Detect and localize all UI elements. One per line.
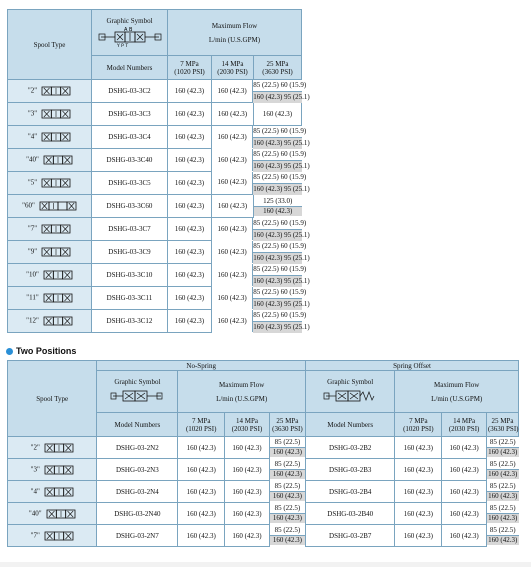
spool-type-label: "60" <box>22 201 35 210</box>
spool-symbol-icon <box>43 316 73 326</box>
model-number-ns-cell: DSHG-03-2N2 <box>97 437 178 459</box>
spool-type-cell <box>8 126 92 149</box>
model-number-so-cell: DSHG-03-2B3 <box>306 459 395 481</box>
flow-7mpa-cell: 160 (42.3) <box>168 172 212 195</box>
table-row <box>8 437 519 459</box>
header-spool-type: Spool Type <box>8 10 92 80</box>
table-row <box>8 103 302 126</box>
spool-type-label: "2" <box>30 443 40 452</box>
flow-14mpa-ns-cell: 160 (42.3) <box>225 503 270 525</box>
model-number-cell: DSHG-03-3C12 <box>92 310 168 333</box>
table-row <box>8 310 302 333</box>
spool-symbol-icon <box>44 487 74 497</box>
flow-split-value: 85 (22.5) 60 (15.9) <box>253 311 307 319</box>
header-model-numbers-ns: Model Numbers <box>97 413 178 437</box>
flow-25mpa-so-cell-value: 85 (22.5) <box>489 438 516 447</box>
flow-14mpa-so-cell: 160 (42.3) <box>442 437 487 459</box>
flow-14-25mpa-cell <box>212 80 310 103</box>
flow-split-value: 160 (42.3) 95 (25.1) <box>253 93 310 101</box>
symbol-port-label-bottom: Y P T <box>116 44 128 49</box>
header-max-flow-ns: Maximum Flow L/min (U.S.GPM) <box>178 371 306 413</box>
header-max-flow-so: Maximum Flow L/min (U.S.GPM) <box>395 371 519 413</box>
table-row <box>8 172 302 195</box>
flow-7mpa-cell: 160 (42.3) <box>168 218 212 241</box>
flow-7mpa-cell: 160 (42.3) <box>168 126 212 149</box>
header-no-spring: No-Spring <box>97 361 306 371</box>
spool-type-label: "2" <box>27 86 38 95</box>
flow-25mpa-cell-value: 125 (33.0) <box>263 196 293 205</box>
flow-14-25mpa-cell <box>212 264 310 287</box>
bullet-icon <box>6 348 13 355</box>
flow-25mpa-so-cell <box>486 503 518 525</box>
spool-type-label: "7" <box>27 224 38 233</box>
spool-type-cell <box>8 287 92 310</box>
spool-type-cell <box>8 525 97 547</box>
flow-14mpa-value: 160 (42.3) <box>212 218 253 240</box>
spool-symbol-icon <box>41 132 71 142</box>
flow-25mpa-so-cell-value: 160 (42.3) <box>488 492 518 500</box>
model-number-so-cell: DSHG-03-2B2 <box>306 437 395 459</box>
model-number-cell: DSHG-03-3C10 <box>92 264 168 287</box>
table-row <box>8 459 519 481</box>
spool-type-cell <box>8 195 92 218</box>
spool-symbol-icon <box>41 178 71 188</box>
spool-type-label: "4" <box>30 487 40 496</box>
flow-14mpa-value: 160 (42.3) <box>212 310 253 332</box>
flow-14mpa-so-cell: 160 (42.3) <box>442 503 487 525</box>
flow-7mpa-cell: 160 (42.3) <box>168 241 212 264</box>
flow-25mpa-ns-cell <box>269 481 305 503</box>
flow-14mpa-value: 160 (42.3) <box>212 287 253 309</box>
flow-split-value: 85 (22.5) 60 (15.9) <box>253 265 307 273</box>
flow-split-value: 85 (22.5) 60 (15.9) <box>253 81 307 89</box>
flow-25mpa-ns-cell-value: 160 (42.3) <box>270 513 305 523</box>
model-number-so-cell: DSHG-03-2B7 <box>306 525 395 547</box>
flow-14mpa-so-cell: 160 (42.3) <box>442 459 487 481</box>
flow-7mpa-cell: 160 (42.3) <box>168 195 212 218</box>
flow-25mpa-so-cell-value: 160 (42.3) <box>488 536 518 544</box>
flow-split-value: 160 (42.3) 95 (25.1) <box>253 231 310 240</box>
flow-25mpa-so-cell-value: 160 (42.3) <box>488 470 518 478</box>
flow-25mpa-so-cell <box>486 437 518 459</box>
model-number-cell: DSHG-03-3C5 <box>92 172 168 195</box>
flow-14mpa-ns-cell: 160 (42.3) <box>225 459 270 481</box>
spool-symbol-icon <box>41 224 71 234</box>
flow-25mpa-ns-cell-value: 85 (22.5) <box>274 460 301 468</box>
spool-type-label: "10" <box>26 270 39 279</box>
flow-25mpa-so-cell-value: 85 (22.5) <box>489 504 516 512</box>
model-number-cell: DSHG-03-3C60 <box>92 195 168 218</box>
flow-25mpa-so-cell-value: 85 (22.5) <box>489 526 516 534</box>
spool-type-cell <box>8 481 97 503</box>
page-footer-strip <box>0 562 531 567</box>
table-row <box>8 503 519 525</box>
model-number-cell: DSHG-03-3C40 <box>92 149 168 172</box>
header-7mpa-so: 7 MPa (1020 PSI) <box>395 413 442 437</box>
symbol-port-label-top: A B <box>123 27 132 33</box>
three-position-spool-table <box>7 9 310 333</box>
flow-25mpa-ns-cell-value: 160 (42.3) <box>270 535 305 545</box>
flow-14-25mpa-cell <box>212 241 310 264</box>
spool-type-cell <box>8 310 92 333</box>
flow-14mpa-ns-cell: 160 (42.3) <box>225 481 270 503</box>
model-number-so-cell: DSHG-03-2B40 <box>306 503 395 525</box>
flow-split-value: 160 (42.3) 95 (25.1) <box>253 300 310 308</box>
flow-14mpa-cell: 160 (42.3) <box>212 195 254 218</box>
table-row <box>8 126 302 149</box>
flow-25mpa-ns-cell-value: 85 (22.5) <box>274 438 301 447</box>
flow-14mpa-cell: 160 (42.3) <box>212 103 254 126</box>
header-7mpa: 7 MPa (1020 PSI) <box>168 56 212 80</box>
flow-25mpa-so-cell-value: 85 (22.5) <box>489 460 516 468</box>
flow-split-value: 85 (22.5) 60 (15.9) <box>253 242 307 250</box>
flow-7mpa-ns-cell: 160 (42.3) <box>178 481 225 503</box>
table-row <box>8 287 302 310</box>
spool-type-label: "3" <box>27 109 38 118</box>
spool-type-label: "40" <box>28 509 42 518</box>
spool-type-label: "9" <box>27 247 38 256</box>
model-number-cell: DSHG-03-3C7 <box>92 218 168 241</box>
table-row <box>8 241 302 264</box>
header-14mpa-ns: 14 MPa (2030 PSI) <box>225 413 270 437</box>
flow-25mpa-ns-cell <box>269 459 305 481</box>
flow-split-value: 160 (42.3) 95 (25.1) <box>253 184 310 193</box>
flow-7mpa-ns-cell: 160 (42.3) <box>178 503 225 525</box>
spool-type-label: "7" <box>30 531 40 540</box>
model-number-cell: DSHG-03-3C11 <box>92 287 168 310</box>
flow-14mpa-ns-cell: 160 (42.3) <box>225 437 270 459</box>
flow-25mpa-so-cell <box>486 525 518 547</box>
flow-25mpa-cell: 160 (42.3) <box>254 103 302 126</box>
model-number-cell: DSHG-03-3C9 <box>92 241 168 264</box>
flow-7mpa-cell: 160 (42.3) <box>168 80 212 103</box>
header-max-flow <box>168 10 302 56</box>
flow-25mpa-cell-value: 160 (42.3) <box>254 206 302 216</box>
flow-25mpa-so-cell-value: 160 (42.3) <box>488 448 518 457</box>
flow-14mpa-so-cell: 160 (42.3) <box>442 481 487 503</box>
flow-7mpa-so-cell: 160 (42.3) <box>395 525 442 547</box>
flow-25mpa-ns-cell <box>269 525 305 547</box>
spool-symbol-icon <box>39 201 77 211</box>
header-spring-offset: Spring Offset <box>306 361 519 371</box>
spool-symbol-icon <box>44 531 74 541</box>
table-row <box>8 525 519 547</box>
spool-type-label: "5" <box>27 178 38 187</box>
spool-type-cell <box>8 103 92 126</box>
spool-type-label: "12" <box>26 316 39 325</box>
spool-type-cell <box>8 149 92 172</box>
flow-7mpa-so-cell: 160 (42.3) <box>395 481 442 503</box>
header-model-numbers: Model Numbers <box>92 56 168 80</box>
flow-25mpa-ns-cell-value: 160 (42.3) <box>270 469 305 479</box>
flow-split-value: 160 (42.3) 95 (25.1) <box>253 323 310 331</box>
header-model-numbers-so: Model Numbers <box>306 413 395 437</box>
flow-7mpa-cell: 160 (42.3) <box>168 310 212 333</box>
flow-14-25mpa-cell <box>212 287 310 310</box>
spool-symbol-icon <box>46 509 76 519</box>
flow-7mpa-cell: 160 (42.3) <box>168 264 212 287</box>
spool-type-cell <box>8 80 92 103</box>
header-graphic-symbol-so: Graphic Symbol <box>306 371 395 413</box>
spool-symbol-icon <box>41 109 71 119</box>
table-row <box>8 264 302 287</box>
header-25mpa-ns: 25 MPa (3630 PSI) <box>269 413 305 437</box>
spool-symbol-icon <box>44 465 74 475</box>
flow-25mpa-ns-cell-value: 85 (22.5) <box>274 526 301 534</box>
flow-7mpa-ns-cell: 160 (42.3) <box>178 459 225 481</box>
spool-symbol-icon <box>43 155 73 165</box>
two-position-spring-offset-symbol-icon <box>322 387 378 405</box>
two-position-spool-table <box>7 360 519 547</box>
model-number-ns-cell: DSHG-03-2N3 <box>97 459 178 481</box>
flow-split-value: 160 (42.3) 95 (25.1) <box>253 277 310 285</box>
spool-type-label: "3" <box>30 465 40 474</box>
spool-type-label: "4" <box>27 132 38 141</box>
flow-25mpa-ns-cell-value: 85 (22.5) <box>274 504 301 512</box>
flow-split-value: 85 (22.5) 60 (15.9) <box>253 288 307 296</box>
spool-symbol-icon <box>44 443 74 453</box>
spool-type-cell <box>8 437 97 459</box>
spool-type-label: "11" <box>26 293 39 302</box>
spool-symbol-icon <box>43 293 73 303</box>
model-number-ns-cell: DSHG-03-2N40 <box>97 503 178 525</box>
flow-7mpa-cell: 160 (42.3) <box>168 103 212 126</box>
flow-14mpa-value: 160 (42.3) <box>212 264 253 286</box>
flow-25mpa-so-cell <box>486 459 518 481</box>
table-row <box>8 195 302 218</box>
flow-7mpa-ns-cell: 160 (42.3) <box>178 525 225 547</box>
flow-14mpa-so-cell: 160 (42.3) <box>442 525 487 547</box>
header-max-flow-unit: L/min (U.S.GPM) <box>208 35 261 44</box>
model-number-cell: DSHG-03-3C3 <box>92 103 168 126</box>
spool-type-cell <box>8 503 97 525</box>
spool-type-cell <box>8 241 92 264</box>
flow-25mpa-ns-cell <box>269 437 305 459</box>
flow-7mpa-cell: 160 (42.3) <box>168 287 212 310</box>
spool-type-label: "40" <box>26 155 39 164</box>
flow-7mpa-cell: 160 (42.3) <box>168 149 212 172</box>
flow-14mpa-value: 160 (42.3) <box>212 172 253 194</box>
model-number-so-cell: DSHG-03-2B4 <box>306 481 395 503</box>
two-positions-heading: Two Positions <box>6 346 76 356</box>
flow-25mpa-so-cell-value: 85 (22.5) <box>489 482 516 490</box>
flow-14mpa-value: 160 (42.3) <box>212 241 253 263</box>
flow-14mpa-value: 160 (42.3) <box>212 80 253 102</box>
flow-25mpa-ns-cell <box>269 503 305 525</box>
flow-7mpa-ns-cell: 160 (42.3) <box>178 437 225 459</box>
flow-14-25mpa-cell <box>212 172 310 195</box>
flow-7mpa-so-cell: 160 (42.3) <box>395 459 442 481</box>
spool-symbol-icon <box>41 247 71 257</box>
spool-type-cell <box>8 264 92 287</box>
header-7mpa-ns: 7 MPa (1020 PSI) <box>178 413 225 437</box>
spool-symbol-icon <box>43 270 73 280</box>
flow-14mpa-value: 160 (42.3) <box>212 126 253 148</box>
flow-14-25mpa-cell <box>212 218 310 241</box>
flow-14-25mpa-cell <box>212 310 310 333</box>
flow-25mpa-so-cell <box>486 481 518 503</box>
model-number-cell: DSHG-03-3C2 <box>92 80 168 103</box>
flow-25mpa-ns-cell-value: 160 (42.3) <box>270 447 305 457</box>
header-max-flow-label: Maximum Flow <box>211 21 258 30</box>
header-graphic-symbol <box>92 10 168 56</box>
header-graphic-symbol-ns: Graphic Symbol <box>97 371 178 413</box>
header-14mpa: 14 MPa (2030 PSI) <box>212 56 254 80</box>
flow-split-value: 160 (42.3) 95 (25.1) <box>253 162 310 170</box>
header-25mpa: 25 MPa (3630 PSI) <box>254 56 302 80</box>
flow-7mpa-so-cell: 160 (42.3) <box>395 503 442 525</box>
model-number-ns-cell: DSHG-03-2N7 <box>97 525 178 547</box>
header-14mpa-so: 14 MPa (2030 PSI) <box>442 413 487 437</box>
flow-split-value: 85 (22.5) 60 (15.9) <box>253 150 307 158</box>
table-row <box>8 149 302 172</box>
two-position-no-spring-symbol-icon <box>109 387 165 405</box>
flow-25mpa-so-cell-value: 160 (42.3) <box>488 514 518 522</box>
table-row <box>8 80 302 103</box>
header-graphic-symbol-label: Graphic Symbol <box>106 17 153 25</box>
flow-25mpa-cell <box>254 195 302 218</box>
model-number-cell: DSHG-03-3C4 <box>92 126 168 149</box>
flow-14mpa-ns-cell: 160 (42.3) <box>225 525 270 547</box>
flow-14-25mpa-cell <box>212 126 310 149</box>
header-25mpa-so: 25 MPa (3630 PSI) <box>486 413 518 437</box>
flow-split-value: 160 (42.3) 95 (25.1) <box>253 254 310 262</box>
flow-split-value: 85 (22.5) 60 (15.9) <box>253 172 307 181</box>
header-spool-type-2: Spool Type <box>8 361 97 437</box>
flow-split-value: 160 (42.3) 95 (25.1) <box>253 139 310 148</box>
table-row <box>8 218 302 241</box>
table-row <box>8 481 519 503</box>
spool-type-cell <box>8 218 92 241</box>
model-number-ns-cell: DSHG-03-2N4 <box>97 481 178 503</box>
spool-symbol-icon <box>41 86 71 96</box>
flow-14mpa-value: 160 (42.3) <box>212 149 253 171</box>
three-position-valve-symbol-icon <box>97 26 163 48</box>
flow-25mpa-ns-cell-value: 85 (22.5) <box>274 482 301 490</box>
flow-split-value: 85 (22.5) 60 (15.9) <box>253 127 307 136</box>
flow-7mpa-so-cell: 160 (42.3) <box>395 437 442 459</box>
spool-type-cell <box>8 459 97 481</box>
flow-14-25mpa-cell <box>212 149 310 172</box>
flow-25mpa-ns-cell-value: 160 (42.3) <box>270 491 305 501</box>
spool-type-cell <box>8 172 92 195</box>
flow-split-value: 85 (22.5) 60 (15.9) <box>253 219 307 228</box>
